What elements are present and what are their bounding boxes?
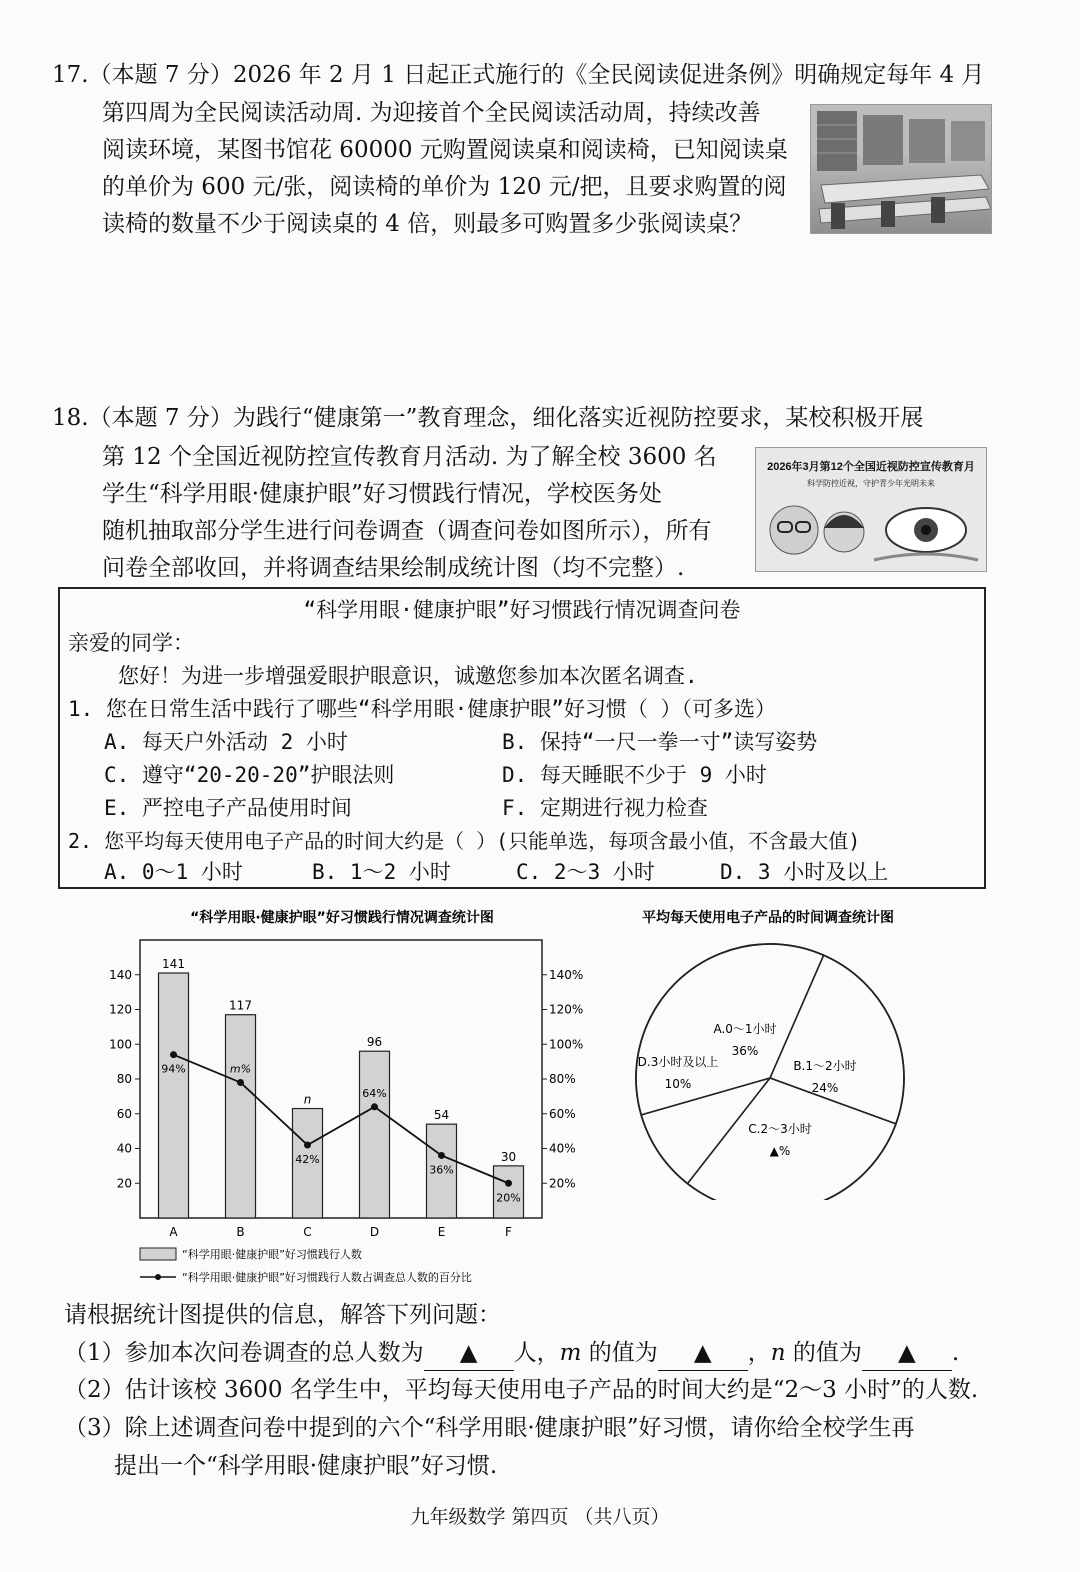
pie-slice-label-0: A.0～1小时 [713,1022,777,1036]
left-tick-label: 100 [109,1037,132,1052]
bar-D [360,1051,390,1218]
poster-art [756,448,986,571]
question-part-3-line-1: （3）除上述调查问卷中提到的六个“科学用眼·健康护眼”好习惯，请你给全校学生再 [64,1415,915,1441]
percent-point-D [371,1103,378,1110]
percent-line [174,1055,509,1184]
percent-label-E: 36% [429,1163,454,1177]
percent-point-B [237,1079,244,1086]
bar-chart-title: “科学用眼·健康护眼”好习惯践行情况调查统计图 [190,910,494,926]
x-tick-B: B [236,1225,245,1239]
percent-point-F [505,1180,512,1187]
x-tick-E: E [437,1225,446,1239]
pie-slice-value-0: 36% [731,1044,759,1058]
question-part-1: （1）参加本次问卷调查的总人数为 ▲ 人，m 的值为 ▲ ，n 的值为 ▲ . [64,1336,959,1371]
q17-line-1: 17.（本题 7 分）2026 年 2 月 1 日起正式施行的《全民阅读促进条例》明确规定每年 4 月 [52,62,985,88]
question-part-2: （2）估计该校 3600 名学生中，平均每天使用电子产品的时间大约是“2～3 小时”的人数. [64,1377,979,1403]
legend-bar-swatch [140,1248,176,1260]
right-tick-label: 120% [549,1002,584,1017]
bar-label-C: n [303,1092,312,1107]
survey-q2-option-d: D. 3 小时及以上 [720,860,889,884]
percent-point-A [170,1051,177,1058]
survey-intro: 您好！为进一步增强爱眼护眼意识，诚邀您参加本次匿名调查. [118,664,698,688]
right-tick-label: 80% [549,1072,576,1086]
pie-slice-value-2: ▲% [769,1144,791,1158]
bar-label-F: 30 [500,1149,517,1164]
x-tick-C: C [303,1225,312,1239]
survey-q2-option-c: C. 2～3 小时 [516,860,655,884]
q17-line-2: 第四周为全民阅读活动周. 为迎接首个全民阅读活动周，持续改善 [102,100,761,126]
right-tick-label: 40% [549,1141,576,1156]
questions-intro: 请根据统计图提供的信息，解答下列问题： [64,1302,501,1328]
right-tick-label: 140% [549,967,584,982]
bar-B [226,1015,256,1218]
survey-q1-option-c: C. 遵守“20-20-20”护眼法则 [104,763,395,787]
percent-label-D: 64% [362,1086,387,1100]
poster-title: 2026年3月第12个全国近视防控宣传教育月 [767,461,975,473]
q18-line-2: 第 12 个全国近视防控宣传教育月活动. 为了解全校 3600 名 [102,444,717,470]
survey-question-1: 1. 您在日常生活中践行了哪些“科学用眼·健康护眼”好习惯（ ）（可多选） [68,697,776,721]
myopia-poster [755,447,987,572]
survey-q2-option-a: A. 0～1 小时 [104,860,243,884]
answer-blank-m[interactable]: ▲ [658,1336,748,1371]
survey-q1-option-a: A. 每天户外活动 2 小时 [104,730,348,754]
right-tick-label: 60% [549,1106,576,1121]
right-tick-label: 20% [549,1176,576,1191]
left-tick-label: 40 [116,1141,132,1156]
left-tick-label: 140 [109,967,132,982]
legend-line-marker [155,1274,161,1280]
left-tick-label: 80 [116,1072,132,1086]
survey-question-2: 2. 您平均每天使用电子产品的时间大约是（ ）(只能单选，每项含最小值，不含最大值) [68,829,861,853]
answer-blank-total[interactable]: ▲ [424,1336,514,1371]
bar-label-A: 141 [162,957,185,972]
pie-slice-label-2: C.2～3小时 [748,1122,812,1136]
poster-subtitle: 科学防控近视，守护青少年光明未来 [807,479,935,488]
device-time-pie-chart [610,900,940,1200]
question-part-3-line-2: 提出一个“科学用眼·健康护眼”好习惯. [114,1453,498,1479]
percent-point-C [304,1142,311,1149]
q17-line-5: 读椅的数量不少于阅读桌的 4 倍，则最多可购置多少张阅读桌？ [102,211,753,237]
q18-line-4: 随机抽取部分学生进行问卷调查（调查问卷如图所示），所有 [102,518,712,544]
legend-line-label: “科学用眼·健康护眼”好习惯践行人数占调查总人数的百分比 [182,1271,472,1284]
survey-q1-option-b: B. 保持“一尺一拳一寸”读写姿势 [502,730,818,754]
pie-slice-label-1: B.1～2小时 [793,1059,857,1073]
percent-label-B: m% [229,1062,252,1076]
left-tick-label: 120 [109,1002,132,1017]
survey-q2-option-b: B. 1～2 小时 [312,860,451,884]
plot-frame [140,940,542,1218]
habit-bar-line-chart [100,900,600,1295]
left-tick-label: 60 [116,1106,132,1121]
right-tick-label: 100% [549,1037,584,1052]
bar-label-E: 54 [433,1108,450,1123]
pie-slice-label-3: D.3小时及以上 [637,1055,719,1069]
q18-line-3: 学生“科学用眼·健康护眼”好习惯践行情况，学校医务处 [102,481,662,507]
q18-line-1: 18.（本题 7 分）为践行“健康第一”教育理念，细化落实近视防控要求，某校积极开展 [52,405,924,431]
left-tick-label: 20 [116,1176,132,1191]
survey-greeting: 亲爱的同学： [68,631,194,655]
q17-line-4: 的单价为 600 元/张，阅读椅的单价为 120 元/把，且要求购置的阅 [102,174,787,200]
x-tick-D: D [369,1225,380,1239]
bar-label-B: 117 [229,998,252,1013]
q18-line-5: 问卷全部收回，并将调查结果绘制成统计图（均不完整）. [102,555,685,581]
survey-questionnaire [58,587,986,889]
legend-bar-label: “科学用眼·健康护眼”好习惯践行人数 [182,1248,362,1261]
answer-blank-n[interactable]: ▲ [862,1336,952,1371]
percent-label-A: 94% [161,1062,186,1076]
q17-line-3: 阅读环境，某图书馆花 60000 元购置阅读桌和阅读椅，已知阅读桌 [102,137,788,163]
pie-slice-value-3: 10% [664,1077,692,1091]
page-footer: 九年级数学 第四页 （共八页） [410,1506,670,1528]
percent-label-C: 42% [295,1153,320,1167]
library-photo [810,104,992,234]
survey-q1-option-f: F. 定期进行视力检查 [502,796,708,820]
survey-q1-option-e: E. 严控电子产品使用时间 [104,796,352,820]
percent-label-F: 20% [496,1191,521,1205]
x-tick-A: A [169,1225,178,1239]
survey-q1-option-d: D. 每天睡眠不少于 9 小时 [502,763,767,787]
pie-slice-value-1: 24% [811,1081,839,1095]
bar-A [159,973,189,1218]
pie-chart-title: 平均每天使用电子产品的时间调查统计图 [642,910,894,926]
percent-point-E [438,1152,445,1159]
bar-label-D: 96 [366,1035,383,1050]
library-illustration [811,105,991,233]
x-tick-F: F [505,1225,512,1239]
survey-title: “科学用眼·健康护眼”好习惯践行情况调查问卷 [303,598,741,622]
